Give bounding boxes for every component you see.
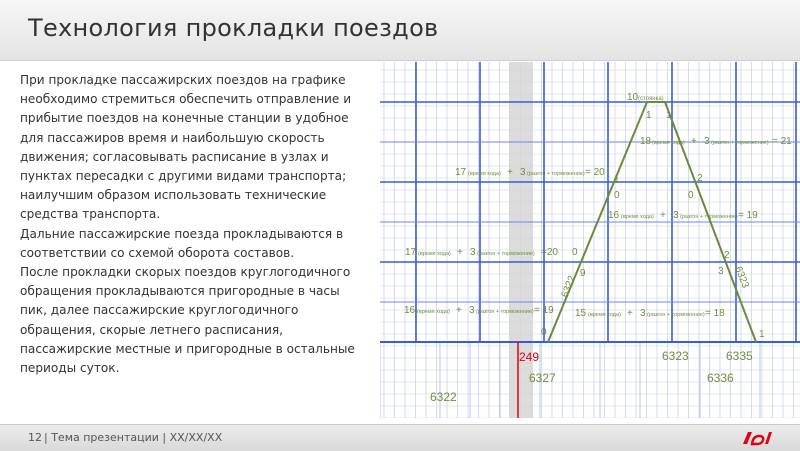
body-line: движения; согласовывать расписание в узлах и <box>20 149 329 164</box>
minute-mark: 1 <box>666 110 672 121</box>
diagram-labels <box>404 92 792 404</box>
body-line: После прокладки скорых поездов круглогодичного <box>20 265 351 280</box>
page-number: 12 <box>28 431 42 444</box>
row-right-sub: (разгон + торможение) <box>680 214 738 220</box>
row-result: =20 <box>541 247 558 258</box>
minute-mark: 3 <box>718 266 724 277</box>
row-result: = 19 <box>534 305 554 316</box>
body-line: средства транспорта. <box>20 207 161 222</box>
train-schedule-diagram <box>380 62 800 418</box>
down-line-label: 6323 <box>732 265 751 290</box>
row-right-value: 3 <box>640 308 646 319</box>
stop-value: 10 <box>627 92 639 103</box>
train-number-red: 249 <box>519 350 540 364</box>
row-plus: + <box>691 136 697 147</box>
minute-mark: 0 <box>614 190 620 201</box>
up-line-label: 6322 <box>559 274 579 300</box>
row-left-sub: (время хода) <box>468 171 501 177</box>
row-plus: + <box>507 167 513 178</box>
train-number: 6335 <box>726 349 753 363</box>
row-left-sub: (время хода) <box>417 309 450 315</box>
minute-mark: 9 <box>580 268 586 279</box>
minute-mark: 0 <box>572 247 578 258</box>
rzd-logo-icon <box>741 430 773 446</box>
minute-mark: 2 <box>724 250 730 261</box>
row-plus: + <box>457 247 463 258</box>
body-line: Дальние пассажирские поезда прокладываются в <box>20 226 344 241</box>
body-line: соответствии со схемой оборота составов. <box>20 245 295 260</box>
row-result: = 21 <box>772 136 792 147</box>
train-number: 6336 <box>707 371 734 385</box>
minute-mark: 2 <box>697 173 703 184</box>
row-right-value: 3 <box>673 210 679 221</box>
train-number: 6327 <box>529 371 556 385</box>
row-right-value: 3 <box>469 305 475 316</box>
row-left-sub: (время хода) <box>652 140 685 146</box>
body-line: обращения, скорые летнего расписания, <box>20 322 283 337</box>
slide-footer <box>0 424 800 451</box>
row-right-value: 3 <box>704 136 710 147</box>
minute-mark: 0 <box>541 327 547 338</box>
body-line: При прокладке пассажирских поездов на графике <box>20 73 346 87</box>
row-left-value: 16 <box>608 210 620 221</box>
body-text <box>20 71 390 378</box>
highlight-column <box>509 62 533 418</box>
row-right-value: 3 <box>470 247 476 258</box>
row-result: = 20 <box>585 167 605 178</box>
row-left-sub: (время хода) <box>418 251 451 257</box>
body-line: необходимо стремиться обеспечить отправление и <box>20 92 352 107</box>
row-left-value: 15 <box>575 308 587 319</box>
row-plus: + <box>660 210 666 221</box>
minute-mark: 1 <box>759 329 765 340</box>
minute-mark: 0 <box>688 190 694 201</box>
row-right-sub: (разгон + торможение) <box>647 312 705 318</box>
slide-header <box>0 0 800 61</box>
row-right-sub: (разгон + торможение) <box>527 171 585 177</box>
row-result: = 18 <box>705 308 725 319</box>
body-line: прибытие поездов на конечные станции в удобное <box>20 111 349 126</box>
body-line: пунктах пересадки с другими видами транспорта; <box>20 169 347 184</box>
body-line: обращения прокладываются пригородные в часы <box>20 284 340 299</box>
stop-sub: (стоянка) <box>638 96 664 102</box>
slide-title: Технология прокладки поездов <box>28 14 439 42</box>
row-left-value: 16 <box>404 305 416 316</box>
train-number: 6322 <box>430 390 457 404</box>
train-number: 6323 <box>662 349 689 363</box>
row-right-sub: (разгон + торможение) <box>476 309 534 315</box>
row-plus: + <box>627 308 633 319</box>
row-right-sub: (разгон + торможение) <box>711 140 769 146</box>
body-line: наилучшим образом использовать технические <box>20 188 327 203</box>
row-left-value: 17 <box>455 167 467 178</box>
row-left-sub: (время хода) <box>621 214 654 220</box>
body-line: пик, далее пассажирские круглогодичного <box>20 303 299 318</box>
row-right-value: 3 <box>520 167 526 178</box>
row-result: = 19 <box>738 210 758 221</box>
row-right-sub: (разгон + торможение) <box>477 251 535 257</box>
row-plus: + <box>456 305 462 316</box>
footer-text: | Тема презентации | XX/XX/XX <box>44 431 223 444</box>
body-line: пассажирские местные и пригородные в остальные <box>20 341 355 356</box>
minute-mark: 1 <box>614 175 620 186</box>
minute-mark: 1 <box>646 110 652 121</box>
body-line: для пассажиров время и наибольшую скорость <box>20 130 325 145</box>
row-left-value: 17 <box>405 247 417 258</box>
row-left-sub: (время хода) <box>588 312 621 318</box>
row-left-value: 18 <box>640 136 652 147</box>
body-line: периоды суток. <box>20 361 120 376</box>
